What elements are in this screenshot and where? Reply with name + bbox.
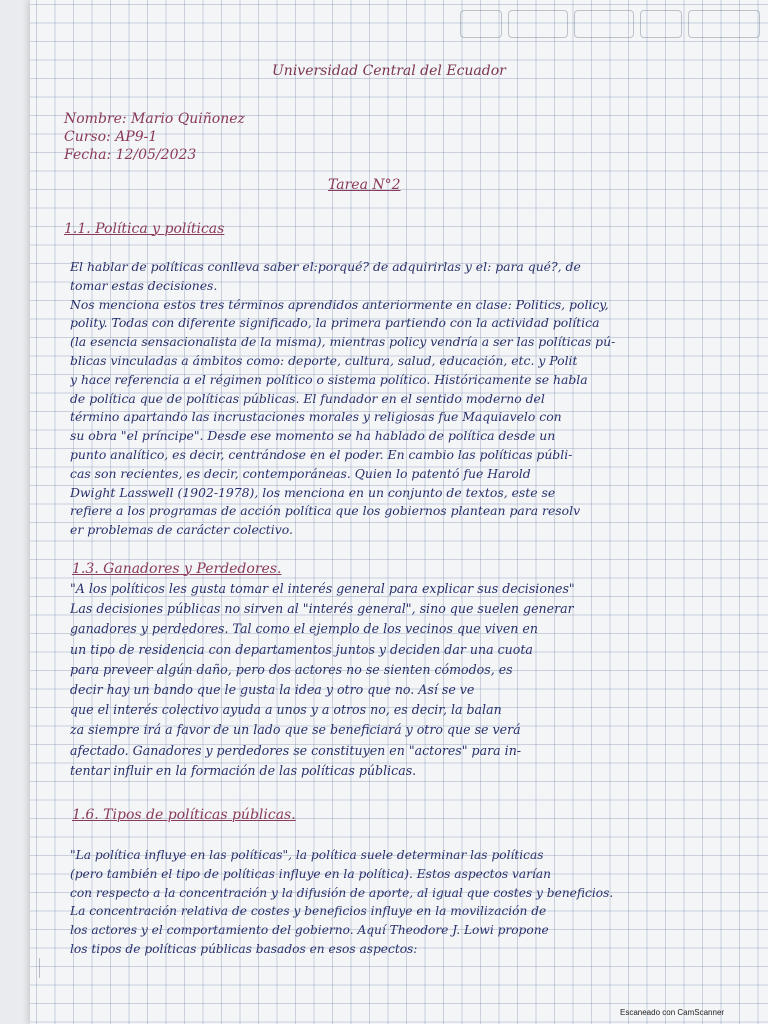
header-box <box>640 10 682 38</box>
text-line: (pero también el tipo de políticas influye en la política). Estos aspectos varían <box>70 866 552 881</box>
header-box <box>574 10 634 38</box>
text-line: Las decisiones públicas no sirven al "interés general", sino que suelen generar <box>70 601 574 617</box>
text-line: tomar estas decisiones. <box>70 277 218 293</box>
section2-title: 1.3. Ganadores y Perdedores. <box>72 561 282 577</box>
text-line: afectado. Ganadores y perdedores se constituyen en "actores" para in- <box>70 742 522 758</box>
text-line: de política que de políticas públicas. El fundador en el sentido moderno del <box>70 390 545 406</box>
text-line: za siempre irá a favor de un lado que se beneficiará y otro que se verá <box>70 722 521 738</box>
text-line: ganadores y perdedores. Tal como el ejemplo de los vecinos que viven en <box>70 621 538 637</box>
header-box <box>460 10 502 38</box>
text-line: Nos menciona estos tres términos aprendidos anteriormente en clase: Politics, policy, <box>70 296 609 312</box>
section3-title: 1.6. Tipos de políticas públicas. <box>72 807 296 823</box>
text-line: blicas vinculadas a ámbitos como: deporte, cultura, salud, educación, etc. y Polit <box>70 353 578 368</box>
text-line: con respecto a la concentración y la difusión de aporte, al igual que costes y beneficios. <box>70 885 614 900</box>
text-line: "A los políticos les gusta tomar el interés general para explicar sus decisiones" <box>70 581 575 596</box>
page-header-boxes <box>460 10 760 38</box>
text-line: los actores y el comportamiento del gobierno. Aquí Theodore J. Lowi propone <box>70 923 549 938</box>
text-line: La concentración relativa de costes y beneficios influye en la movilización de <box>70 904 547 919</box>
header-box <box>508 10 568 38</box>
text-line: "La política influye en las políticas", la política suele determinar las políticas <box>70 848 544 862</box>
text-line: El hablar de políticas conlleva saber el:porqué? de adquirirlas y el: para qué?, de <box>70 259 581 274</box>
text-line: decir hay un bando que le gusta la idea y otro que no. Así se ve <box>70 682 475 697</box>
text-line: punto analítico, es decir, centrándose en el poder. En cambio las políticas públi- <box>70 447 573 462</box>
text-line: polity. Todas con diferente significado, la primera partiendo con la actividad política <box>70 315 600 331</box>
university-title: Universidad Central del Ecuador <box>272 63 506 79</box>
header-box <box>688 10 760 38</box>
text-line: er problemas de carácter colectivo. <box>70 522 293 538</box>
page-margin-mark <box>39 958 46 978</box>
date: Fecha: 12/05/2023 <box>64 147 197 163</box>
text-line: tentar influir en la formación de las políticas públicas. <box>70 762 417 778</box>
text-line: refiere a los programas de acción política que los gobiernos plantean para resolv <box>70 503 581 519</box>
text-line: que el interés colectivo ayuda a unos y a otros no, es decir, la balan <box>70 702 502 718</box>
text-line: término apartando las incrustaciones morales y religiosas fue Maquiavelo con <box>70 409 562 425</box>
section1-title: 1.1. Política y políticas <box>64 221 225 237</box>
text-line: y hace referencia a el régimen político o sistema político. Históricamente se habla <box>70 371 588 387</box>
text-line: los tipos de políticas públicas basados en esos aspectos: <box>70 942 418 956</box>
text-line: (la esencia sensacionalista de la misma), mientras policy vendría a ser las políticas pú- <box>70 334 616 350</box>
text-line: un tipo de residencia con departamentos juntos y deciden dar una cuota <box>70 641 533 657</box>
text-line: su obra "el príncipe". Desde ese momento se ha hablado de política desde un <box>70 428 556 444</box>
assignment-title: Tarea N°2 <box>328 177 401 193</box>
scanner-watermark: Escaneado con CamScanner <box>620 1008 725 1017</box>
text-line: cas son recientes, es decir, contemporáneas. Quien lo patentó fue Harold <box>70 465 531 481</box>
course: Curso: AP9-1 <box>64 129 158 145</box>
text-line: Dwight Lasswell (1902-1978), los menciona en un conjunto de textos, este se <box>70 484 556 500</box>
student-name: Nombre: Mario Quiñonez <box>64 111 245 127</box>
text-line: para preveer algún daño, pero dos actores no se sienten cómodos, es <box>70 661 513 677</box>
